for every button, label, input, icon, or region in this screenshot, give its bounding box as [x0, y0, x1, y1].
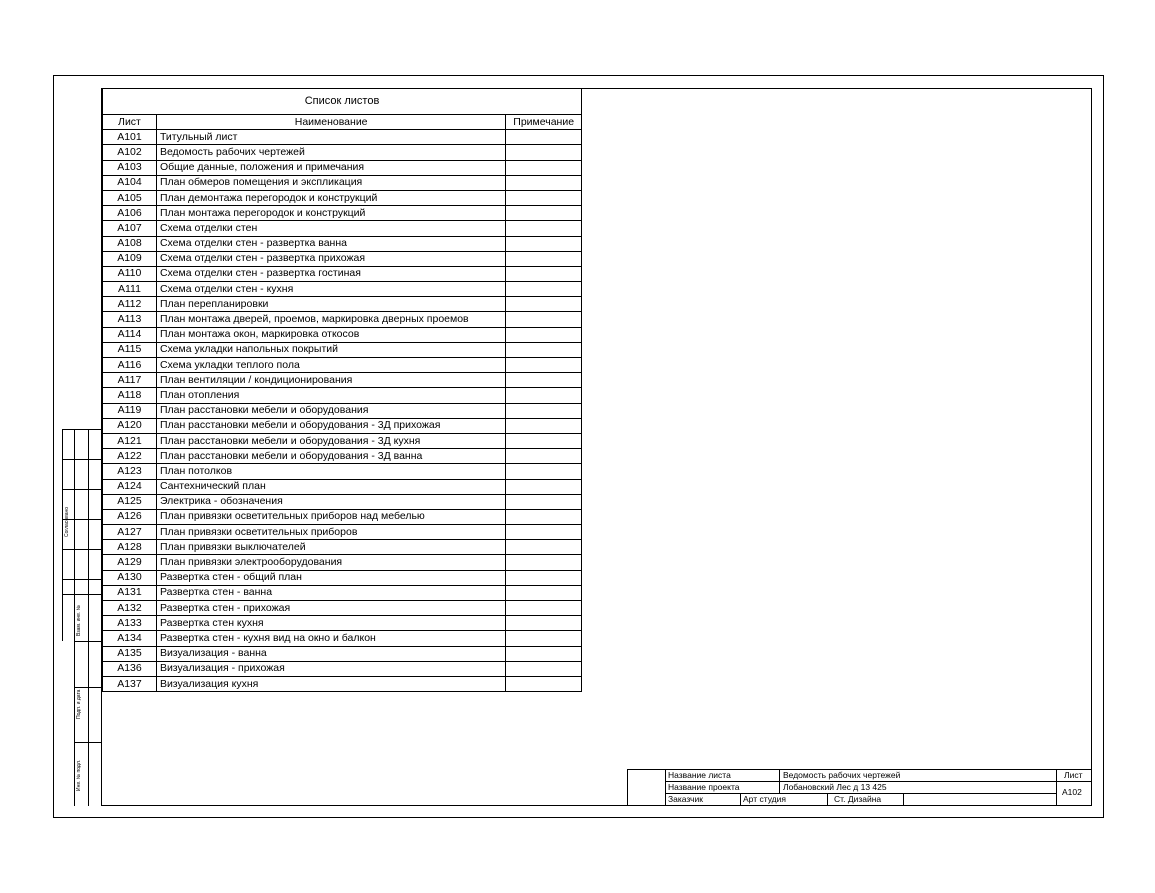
sheet-name: Схема укладки напольных покрытий: [156, 342, 505, 357]
inv-orig-label: Инв. № подл.: [76, 759, 82, 791]
table-row: [103, 297, 582, 312]
sheet-list-table: [102, 88, 582, 692]
sheet-note: [506, 282, 582, 297]
sheet-list-title: Список листов: [103, 89, 582, 115]
sheet-note: [506, 646, 582, 661]
sheet-note: [506, 585, 582, 600]
table-row: [103, 570, 582, 585]
sheet-code: А124: [103, 479, 157, 494]
sheet-name: Схема отделки стен: [156, 221, 505, 236]
sheet-code: А116: [103, 358, 157, 373]
sheet-name: Титульный лист: [156, 130, 505, 145]
sheet-note: [506, 312, 582, 327]
table-row: [103, 175, 582, 190]
sheet-code: А113: [103, 312, 157, 327]
sheet-name: План расстановки мебели и оборудования - 3Д кухня: [156, 433, 505, 448]
sheet-code: А130: [103, 570, 157, 585]
sheet-note: [506, 388, 582, 403]
title-block: [627, 769, 1092, 806]
sheet-name: Электрика - обозначения: [156, 494, 505, 509]
sheet-name: План привязки осветительных приборов: [156, 525, 505, 540]
sheet-name: Визуализация кухня: [156, 676, 505, 691]
sheet-note: [506, 418, 582, 433]
sheet-note: [506, 266, 582, 281]
table-row: [103, 373, 582, 388]
sheet-note: [506, 403, 582, 418]
sheet-note: [506, 631, 582, 646]
sheet-name: План расстановки мебели и оборудования - 3Д прихожая: [156, 418, 505, 433]
sheet-name: Схема отделки стен - развертка прихожая: [156, 251, 505, 266]
table-row: [103, 525, 582, 540]
sheet-name: Визуализация - прихожая: [156, 661, 505, 676]
sheet-number: А102: [1062, 787, 1082, 797]
sheet-note: [506, 190, 582, 205]
client-label: Заказчик: [668, 794, 703, 804]
table-row: [103, 266, 582, 281]
sheet-name: Схема отделки стен - развертка гостиная: [156, 266, 505, 281]
sheet-name: План перепланировки: [156, 297, 505, 312]
sheet-code: А131: [103, 585, 157, 600]
sheet-name: План монтажа окон, маркировка откосов: [156, 327, 505, 342]
sheet-name: Развертка стен кухня: [156, 616, 505, 631]
sheet-note: [506, 661, 582, 676]
sheet-name: План расстановки мебели и оборудования: [156, 403, 505, 418]
table-row: [103, 509, 582, 524]
table-row: [103, 494, 582, 509]
sheet-code: А101: [103, 130, 157, 145]
table-row: [103, 206, 582, 221]
table-row: [103, 616, 582, 631]
sheet-name: Схема укладки теплого пола: [156, 358, 505, 373]
sheet-name: Сантехнический план: [156, 479, 505, 494]
sheet-note: [506, 616, 582, 631]
sheet-code: А108: [103, 236, 157, 251]
sheet-note: [506, 130, 582, 145]
replaced-inv-label: Взам. инв. №: [76, 605, 82, 636]
table-row: [103, 661, 582, 676]
table-row: [103, 433, 582, 448]
sheet-note: [506, 206, 582, 221]
table-row: [103, 358, 582, 373]
table-row: [103, 312, 582, 327]
sheet-code: А129: [103, 555, 157, 570]
sheet-note: [506, 160, 582, 175]
sheet-code: А123: [103, 464, 157, 479]
sheet-code: А105: [103, 190, 157, 205]
sheet-name: План привязки осветительных приборов над мебелью: [156, 509, 505, 524]
sheet-name: Развертка стен - ванна: [156, 585, 505, 600]
sheet-code: А122: [103, 449, 157, 464]
sheet-code: А118: [103, 388, 157, 403]
table-row: [103, 145, 582, 160]
table-row: [103, 388, 582, 403]
sheet-name-label: Название листа: [668, 770, 731, 780]
sheet-code: А103: [103, 160, 157, 175]
sheet-name: План привязки выключателей: [156, 540, 505, 555]
studio-label: Арт студия: [743, 794, 786, 804]
table-row: [103, 236, 582, 251]
table-row: [103, 282, 582, 297]
table-row: [103, 449, 582, 464]
sheet-name: План расстановки мебели и оборудования - 3Д ванна: [156, 449, 505, 464]
table-row: [103, 251, 582, 266]
sheet-name: Визуализация - ванна: [156, 646, 505, 661]
sheet-code: А132: [103, 601, 157, 616]
sheet-code: А112: [103, 297, 157, 312]
sheet-name: План вентиляции / кондиционирования: [156, 373, 505, 388]
table-row: [103, 646, 582, 661]
sheet-name: Развертка стен - прихожая: [156, 601, 505, 616]
table-row: [103, 418, 582, 433]
sheet-name: План монтажа дверей, проемов, маркировка дверных проемов: [156, 312, 505, 327]
table-row: [103, 221, 582, 236]
sheet-code: А121: [103, 433, 157, 448]
sheet-name: Общие данные, положения и примечания: [156, 160, 505, 175]
sheet-code: А114: [103, 327, 157, 342]
table-row: [103, 342, 582, 357]
table-row: [103, 464, 582, 479]
sheet-code: А106: [103, 206, 157, 221]
sheet-note: [506, 494, 582, 509]
sheet-code: А135: [103, 646, 157, 661]
sheet-code: А115: [103, 342, 157, 357]
sheet-code: А117: [103, 373, 157, 388]
table-row: [103, 631, 582, 646]
sheet-code: А120: [103, 418, 157, 433]
studio-value: Ст. Дизайна: [834, 794, 882, 804]
side-approval-stamp: [62, 429, 102, 806]
sheet-name: План отопления: [156, 388, 505, 403]
sheet-code: А133: [103, 616, 157, 631]
sheet-note: [506, 676, 582, 691]
sheet-note: [506, 570, 582, 585]
sheet-note: [506, 525, 582, 540]
header-name: Наименование: [156, 115, 505, 130]
sheet-name: План демонтажа перегородок и конструкций: [156, 190, 505, 205]
sheet-code: А126: [103, 509, 157, 524]
sheet-code: А110: [103, 266, 157, 281]
sheet-code: А125: [103, 494, 157, 509]
sheet-code: А107: [103, 221, 157, 236]
sheet-note: [506, 479, 582, 494]
sheet-note: [506, 145, 582, 160]
table-row: [103, 327, 582, 342]
sheet-name: Развертка стен - кухня вид на окно и балкон: [156, 631, 505, 646]
sheet-name: Схема отделки стен - развертка ванна: [156, 236, 505, 251]
header-note: Примечание: [506, 115, 582, 130]
sheet-code: А127: [103, 525, 157, 540]
sheet-name-value: Ведомость рабочих чертежей: [783, 770, 901, 780]
table-row: [103, 130, 582, 145]
project-name-value: Лобановский Лес д 13 425: [783, 782, 887, 792]
sheet-note: [506, 358, 582, 373]
table-row: [103, 676, 582, 691]
sheet-code: А104: [103, 175, 157, 190]
table-row: [103, 555, 582, 570]
sheet-code: А111: [103, 282, 157, 297]
agreed-label: Согласовано: [64, 506, 70, 537]
sheet-name: План монтажа перегородок и конструкций: [156, 206, 505, 221]
sheet-code: А128: [103, 540, 157, 555]
table-row: [103, 190, 582, 205]
sheet-code: А136: [103, 661, 157, 676]
sheet-note: [506, 236, 582, 251]
table-row: [103, 403, 582, 418]
project-name-label: Название проекта: [668, 782, 740, 792]
sheet-note: [506, 555, 582, 570]
sheet-label: Лист: [1064, 770, 1083, 780]
sheet-note: [506, 373, 582, 388]
sheet-code: А119: [103, 403, 157, 418]
sheet-name: План потолков: [156, 464, 505, 479]
table-row: [103, 160, 582, 175]
table-row: [103, 479, 582, 494]
sheet-note: [506, 327, 582, 342]
sheet-note: [506, 297, 582, 312]
sheet-note: [506, 509, 582, 524]
sheet-note: [506, 251, 582, 266]
sheet-note: [506, 342, 582, 357]
sheet-note: [506, 433, 582, 448]
header-sheet: Лист: [103, 115, 157, 130]
sheet-note: [506, 601, 582, 616]
sheet-note: [506, 175, 582, 190]
sheet-note: [506, 449, 582, 464]
sheet-note: [506, 221, 582, 236]
sheet-name: Ведомость рабочих чертежей: [156, 145, 505, 160]
table-row: [103, 540, 582, 555]
table-row: [103, 585, 582, 600]
sheet-name: Схема отделки стен - кухня: [156, 282, 505, 297]
sign-date-label: Подп. и дата: [76, 689, 82, 719]
sheet-code: А134: [103, 631, 157, 646]
sheet-note: [506, 464, 582, 479]
sheet-code: А102: [103, 145, 157, 160]
sheet-name: План обмеров помещения и экспликация: [156, 175, 505, 190]
sheet-code: А137: [103, 676, 157, 691]
sheet-name: Развертка стен - общий план: [156, 570, 505, 585]
sheet-code: А109: [103, 251, 157, 266]
sheet-name: План привязки электрооборудования: [156, 555, 505, 570]
sheet-note: [506, 540, 582, 555]
table-row: [103, 601, 582, 616]
